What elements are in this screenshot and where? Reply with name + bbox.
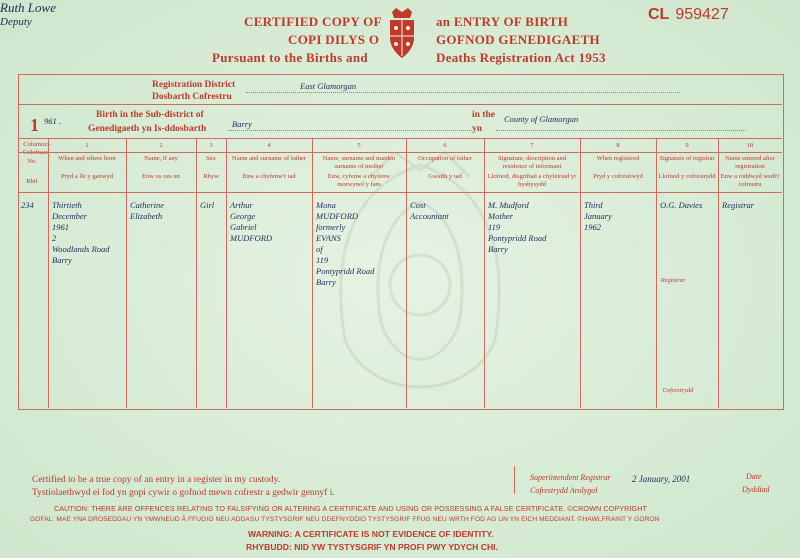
cell-line: Elizabeth [130,211,163,221]
cell-line: Girl [200,200,215,210]
column-header-en-4: Name and surname of father [232,155,306,162]
cell-line: MUDFORD [230,233,273,243]
header-left-line1: CERTIFIED COPY OF [244,14,382,29]
cell-line: 2 [52,233,57,243]
cell-line: formerly [316,222,346,232]
cell-line: George [230,211,256,221]
column-number-6: 6 [443,142,447,149]
column-number-1: 1 [85,142,89,149]
cell-line: 1961 [52,222,69,232]
deputy-text: Deputy [0,16,32,28]
column-header-en-8: When registered [596,155,640,162]
column-header-cy-7: Llofnod, disgrifiad a chyfeiriad yr hysbysydd [487,173,577,188]
header-right-line2: GOFNOD GENEDIGAETH [436,32,600,47]
column-header-cy-3: Rhyw [203,173,219,180]
column-number-8: 8 [616,142,620,149]
cell-line: Pontypridd Road [316,266,375,276]
column-header-en-6: Occupation of father [418,155,472,162]
caution-cy: GOFAL: MAE YNA DROSEDDAU YN YMWNEUD Â FFUGIO NEU ADDASU TYSTYSGRIF NEU DDEFNYDDIO TYSTYSGRIF FFUG NEU WRTH FOD AG UN YN EICH MEDDIANT. ©HAWLFRAINT Y GORON [30,516,660,523]
cell-line: Cost [410,200,426,210]
header-left-line2: COPI DILYS O [288,32,380,47]
col6-occupation [410,200,482,222]
district-label-cy: Dosbarth Cofrestru [152,92,232,102]
column-header-en-9: Signature of registrar [659,155,715,162]
certified-en: Certified to be a true copy of an entry in a register in my custody. [32,475,281,485]
column-header-cy-10: Enw a roddwyd wedi'r cofrestru [720,173,780,188]
col2-name [130,200,194,222]
cell-line: of [316,244,323,254]
subdistrict-label-cy: Genedigaeth yn Is-ddosbarth [88,124,207,134]
column-header-cy-4: Enw a chyfenw'r tad [242,173,296,180]
cell-line: Barry [52,255,72,265]
in-the-label: in the [472,110,495,120]
column-number-9: 9 [685,142,689,149]
rhif-label: Rhif [26,178,38,185]
column-header-cy-6: Gwaith y tad [428,173,462,180]
col10-name-after [722,200,780,211]
cell-line: Accountant [410,211,449,221]
cell-line: Thirtieth [52,200,82,210]
cell-line: Registrar [722,200,755,210]
dyddiad-label: Dyddiad [742,485,770,494]
column-header-en-7: Signature, description and residence of informant [497,155,567,170]
column-number-3: 3 [209,142,213,149]
cell-line: Barry [488,244,508,254]
col9-registrar-signature [660,200,718,211]
cell-line: Catherine [130,200,164,210]
column-header-en-5: Name, surname and maiden surname of mother [322,155,396,170]
col5-mother [316,200,404,288]
cell-line: 1962 [584,222,601,232]
cell-line: M. Mudford [488,200,529,210]
cell-line: O.G. Davies [660,200,703,210]
date-label: Date [746,472,762,481]
serial-number: CL 959427 [648,6,729,23]
royal-crest-icon [384,8,420,60]
column-header-en-2: Name, if any [144,155,178,162]
cell-line: Pontypridd Road [488,233,547,243]
column-header-cy-8: Pryd y cofrestrwyd [593,173,643,180]
subdistrict-value: Barry [232,119,252,129]
header-left-line3: Pursuant to the Births and [212,50,368,65]
column-number-7: 7 [530,142,534,149]
entry-number: 1 [30,115,39,135]
column-number-4: 4 [267,142,271,149]
cofrestrydd-arolygol: Cofrestrydd Arolygol [530,486,598,495]
caution-en: CAUTION: THERE ARE OFFENCES RELATING TO FALSIFYING OR ALTERING A CERTIFICATE AND USING OR POSSESSING A FALSE CERTIFICATE. ©CROWN COPYRIGHT [54,504,647,513]
cell-line: Arthur [230,200,253,210]
cell-line: MUDFORD [316,211,359,221]
registrar-label: Registrar [660,277,686,284]
col4-father [230,200,310,244]
col1-when-where-born [52,200,124,266]
cell-line: January [584,211,612,221]
date-value: 2 January, 2001 [632,474,691,484]
cell-line: Gabriel [230,222,257,232]
cell-line: 119 [488,222,501,232]
entry-no: 234 [21,200,34,210]
cell-line: Third [584,200,603,210]
col7-informant [488,200,578,255]
column-header-cy-9: Llofnod y cofrestrydd [658,173,716,180]
column-number-10: 10 [746,142,754,149]
column-header-en-10: Name entered after registration [725,155,775,170]
no-label: No. [27,158,37,165]
column-header-cy-5: Enw, cyfenw a chyfenw morwynol y fam [327,173,391,188]
cell-line: Mother [488,211,514,221]
entry-year: 961 . [44,116,61,126]
column-header-cy-1: Pryd a lle y ganwyd [61,173,113,180]
cell-line: EVANS [316,233,341,243]
header-right-line3: Deaths Registration Act 1953 [436,50,606,65]
subdistrict-label: Birth in the Sub-district of [96,110,204,120]
cofrestrydd-label: Cofrestrydd [662,387,694,394]
column-header-cy-2: Enw os oes un [142,173,180,180]
superintendent-registrar: Superintendent Registrar [530,473,611,482]
signature: Ruth Lowe [0,0,56,15]
column-number-2: 2 [159,142,163,149]
header-right-line1: an ENTRY OF BIRTH [436,14,569,29]
cell-line: December [52,211,87,221]
col3-sex [200,200,224,211]
cell-line: 119 [316,255,329,265]
column-header-en-1: When and where born [58,155,116,162]
column-number-5: 5 [357,142,361,149]
col8-when-registered [584,200,654,233]
certified-cy: Tystiolaethwyd ei fod yn gopi cywir o gofnod mewn cofrestr a gedwir gennyf i. [32,488,335,498]
cell-line: Barry [316,277,336,287]
district-label: Registration District [152,80,236,90]
column-header-en-3: Sex [206,155,216,162]
warning-cy: RHYBUDD: NID YW TYSTYSGRIF YN PROFI PWY YDYCH CHI. [246,542,498,552]
yn-label: yn [472,124,483,134]
county-value: County of Glamorgan [504,114,579,124]
cell-line: Mona [316,200,336,210]
warning-en: WARNING: A CERTIFICATE IS NOT EVIDENCE OF IDENTITY. [248,529,494,539]
district-value: East Glamorgan [300,81,357,91]
columns-label: Columns:- Colofnau:- [22,141,52,156]
cell-line: Woodlands Road [52,244,110,254]
